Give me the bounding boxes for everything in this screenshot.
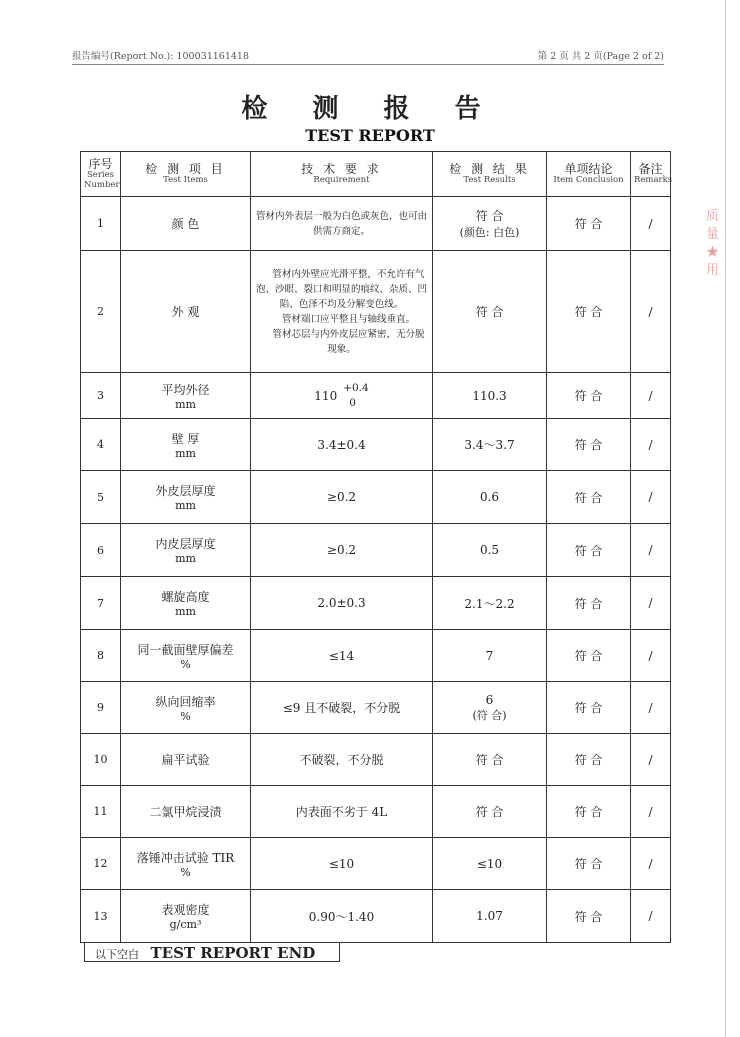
result: 0.6 xyxy=(433,471,547,524)
result: 3.4～3.7 xyxy=(433,419,547,471)
col-requirement: 技 术 要 求 Requirement xyxy=(251,152,433,197)
remarks: / xyxy=(631,838,671,890)
remarks: / xyxy=(631,734,671,786)
requirement: 110 +0.4 0 xyxy=(251,373,433,419)
result: 符 合 xyxy=(433,734,547,786)
requirement: ≤10 xyxy=(251,838,433,890)
table-row: 9 纵向回缩率 % ≤9 且不破裂，不分脱 6 (符 合) 符 合 / xyxy=(81,682,671,734)
seal-text: 质量 ★ 用 xyxy=(706,209,720,278)
test-item: 外皮层厚度 mm xyxy=(121,471,251,524)
table-row: 11 二氯甲烷浸渍 内表面不劣于 4L 符 合 符 合 / xyxy=(81,786,671,838)
requirement: ≥0.2 xyxy=(251,471,433,524)
conclusion: 符 合 xyxy=(547,682,631,734)
test-item: 壁 厚 mm xyxy=(121,419,251,471)
conclusion: 符 合 xyxy=(547,577,631,630)
remarks: / xyxy=(631,890,671,943)
requirement: ≥0.2 xyxy=(251,524,433,577)
requirement: ≤14 xyxy=(251,630,433,682)
table-row: 12 落锤冲击试验 TIR % ≤10 ≤10 符 合 / xyxy=(81,838,671,890)
table-row: 8 同一截面壁厚偏差 % ≤14 7 符 合 / xyxy=(81,630,671,682)
remarks: / xyxy=(631,373,671,419)
conclusion: 符 合 xyxy=(547,373,631,419)
table-row: 6 内皮层厚度 mm ≥0.2 0.5 符 合 / xyxy=(81,524,671,577)
conclusion: 符 合 xyxy=(547,734,631,786)
conclusion: 符 合 xyxy=(547,419,631,471)
test-item: 二氯甲烷浸渍 xyxy=(121,786,251,838)
remarks: / xyxy=(631,197,671,251)
test-item: 扁平试验 xyxy=(121,734,251,786)
page-indicator: 第 2 页 共 2 页(Page 2 of 2) xyxy=(537,51,664,62)
conclusion: 符 合 xyxy=(547,197,631,251)
test-item: 外 观 xyxy=(121,251,251,373)
table-row: 13 表观密度 g/cm³ 0.90～1.40 1.07 符 合 / xyxy=(81,890,671,943)
seal-stamp xyxy=(706,208,726,336)
result: 0.5 xyxy=(433,524,547,577)
test-item: 螺旋高度 mm xyxy=(121,577,251,630)
report-title-cn: 检 测 报 告 xyxy=(241,94,499,124)
remarks: / xyxy=(631,577,671,630)
remarks: / xyxy=(631,682,671,734)
page-header xyxy=(72,48,664,65)
result: 1.07 xyxy=(433,890,547,943)
col-test-items: 检 测 项 目 Test Items xyxy=(121,152,251,197)
requirement: 2.0±0.3 xyxy=(251,577,433,630)
test-item: 同一截面壁厚偏差 % xyxy=(121,630,251,682)
report-end-label: TEST REPORT END xyxy=(150,944,316,962)
result: 符 合 (颜色: 白色) xyxy=(433,197,547,251)
remarks: / xyxy=(631,419,671,471)
result: 110.3 xyxy=(433,373,547,419)
conclusion: 符 合 xyxy=(547,524,631,577)
col-item-conclusion: 单项结论 Item Conclusion xyxy=(547,152,631,197)
test-item: 颜 色 xyxy=(121,197,251,251)
result: 2.1～2.2 xyxy=(433,577,547,630)
table-row: 3 平均外径 mm 110 +0.4 0 110.3 符 合 / xyxy=(81,373,671,419)
test-item: 平均外径 mm xyxy=(121,373,251,419)
result: 符 合 xyxy=(433,786,547,838)
table-row: 10 扁平试验 不破裂，不分脱 符 合 符 合 / xyxy=(81,734,671,786)
result: 7 xyxy=(433,630,547,682)
col-test-results: 检 测 结 果 Test Results xyxy=(433,152,547,197)
requirement: 内表面不劣于 4L xyxy=(251,786,433,838)
remarks: / xyxy=(631,630,671,682)
conclusion: 符 合 xyxy=(547,786,631,838)
conclusion: 符 合 xyxy=(547,251,631,373)
test-item: 纵向回缩率 % xyxy=(121,682,251,734)
table-row: 5 外皮层厚度 mm ≥0.2 0.6 符 合 / xyxy=(81,471,671,524)
report-number: 报告编号(Report No.): 100031161418 xyxy=(72,51,250,62)
remarks: / xyxy=(631,524,671,577)
result: ≤10 xyxy=(433,838,547,890)
conclusion: 符 合 xyxy=(547,890,631,943)
requirement: 管材内外壁应光滑平整，不允许有气泡、沙眼、裂口和明显的痕纹、杂质、凹陷、色泽不均及分解变色线。 管材端口应平整且与轴线垂直。 管材芯层与内外皮层应紧密，无分脱现象。 xyxy=(251,251,433,373)
page-edge-line xyxy=(725,0,726,1037)
test-item: 落锤冲击试验 TIR % xyxy=(121,838,251,890)
table-header-row xyxy=(81,152,671,197)
requirement: 0.90～1.40 xyxy=(251,890,433,943)
requirement: ≤9 且不破裂，不分脱 xyxy=(251,682,433,734)
result: 6 (符 合) xyxy=(433,682,547,734)
blank-below-label: 以下空白 xyxy=(95,948,139,961)
requirement: 管材内外表层一般为白色或灰色，也可由供需方商定。 xyxy=(251,197,433,251)
table-row: 7 螺旋高度 mm 2.0±0.3 2.1～2.2 符 合 / xyxy=(81,577,671,630)
test-item: 内皮层厚度 mm xyxy=(121,524,251,577)
table-row: 4 壁 厚 mm 3.4±0.4 3.4～3.7 符 合 / xyxy=(81,419,671,471)
conclusion: 符 合 xyxy=(547,838,631,890)
remarks: / xyxy=(631,251,671,373)
table-row: 2 外 观 管材内外壁应光滑平整，不允许有气泡、沙眼、裂口和明显的痕纹、杂质、凹陷、色泽不均及分解变色线。 管材端口应平整且与轴线垂直。 管材芯层与内外皮层应紧密，无分脱现象。 符 合 符 合 / xyxy=(81,251,671,373)
conclusion: 符 合 xyxy=(547,630,631,682)
report-title-en: TEST REPORT xyxy=(305,126,435,145)
requirement: 3.4±0.4 xyxy=(251,419,433,471)
table-row: 1 颜 色 管材内外表层一般为白色或灰色，也可由供需方商定。 符 合 (颜色: 白色) 符 合 / xyxy=(81,197,671,251)
col-series: 序号 Series Number xyxy=(81,152,121,197)
remarks: / xyxy=(631,786,671,838)
conclusion: 符 合 xyxy=(547,471,631,524)
remarks: / xyxy=(631,471,671,524)
report-end-marker xyxy=(84,942,340,962)
requirement: 不破裂，不分脱 xyxy=(251,734,433,786)
test-results-table xyxy=(80,151,671,943)
col-remarks: 备注 Remarks xyxy=(631,152,671,197)
result: 符 合 xyxy=(433,251,547,373)
test-item: 表观密度 g/cm³ xyxy=(121,890,251,943)
